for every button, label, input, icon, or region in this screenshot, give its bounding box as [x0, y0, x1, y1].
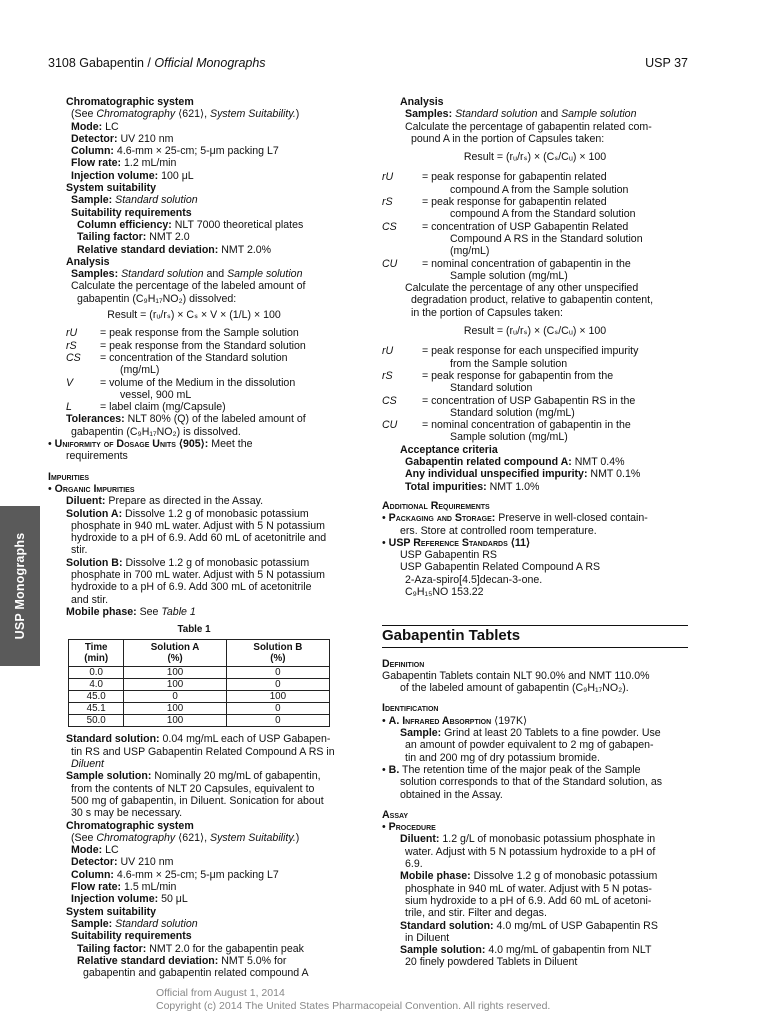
text: Calculate the percentage of any other unspecified	[405, 282, 639, 295]
definition	[100, 377, 340, 402]
symbol: CU	[382, 257, 398, 270]
label: Packaging and Storage:	[388, 512, 496, 525]
text: and	[537, 108, 562, 121]
text: Standard solution	[450, 382, 533, 395]
value: 0.04 mg/mL each of USP Gabapen-	[162, 733, 331, 746]
text: (See	[71, 831, 97, 844]
value: Dissolve 1.2 g of monobasic potassium	[125, 556, 310, 569]
equation: Result = (rᵤ/rₛ) × (Cₛ/Cᵤ) × 100	[463, 151, 607, 164]
detector-line	[48, 133, 340, 145]
equation: Result = (rᵤ/rₛ) × Cₛ × V × (1/L) × 100	[107, 309, 281, 322]
page-footer	[156, 987, 550, 1012]
value: Standard solution	[115, 917, 198, 930]
table-cell: 0	[226, 679, 329, 691]
symbol: rU	[382, 345, 394, 358]
definition-row	[382, 345, 688, 370]
table-cell: 45.1	[69, 703, 124, 715]
symbol: CS	[66, 351, 81, 364]
header-title: Gabapentin	[79, 56, 144, 70]
text: C₉H₁₅NO 153.22	[405, 585, 484, 598]
diluent-line	[382, 833, 688, 845]
text: requirements	[66, 450, 128, 463]
text: (See	[71, 108, 97, 121]
text: Chromatography	[96, 831, 176, 844]
text: ers. Store at controlled room temperature.	[400, 524, 597, 537]
side-tab	[0, 506, 40, 666]
label: Sample:	[400, 727, 442, 740]
text: USP Gabapentin RS	[400, 549, 497, 562]
definition-row	[66, 352, 340, 377]
table-cell: 100	[226, 691, 329, 703]
label: Any individual unspecified impurity:	[405, 468, 588, 481]
value: Standard solution	[121, 268, 204, 281]
definition	[422, 196, 688, 221]
procedure-line: • Procedure	[382, 821, 436, 834]
label: Flow rate:	[71, 157, 122, 170]
symbol: rU	[382, 171, 394, 184]
text: and stir.	[71, 593, 109, 606]
text: (mg/mL)	[450, 245, 490, 258]
reference-standards-line: • USP Reference Standards ⟨11⟩	[382, 536, 531, 549]
value: NMT 5.0% for	[221, 954, 287, 967]
text: = concentration of USP Gabapentin RS in the	[422, 394, 636, 407]
tolerances-line	[48, 413, 340, 425]
value: Standard solution	[455, 108, 538, 121]
header-edition: USP 37	[645, 56, 688, 70]
text: = peak response for each unspecified impurity	[422, 345, 639, 358]
mode-line	[48, 121, 340, 133]
text: System Suitability.	[210, 831, 296, 844]
value: NLT 80% (Q) of the labeled amount of	[127, 413, 306, 426]
label: Total impurities:	[405, 480, 487, 493]
flow-line	[48, 881, 340, 893]
value: Nominally 20 mg/mL of gabapentin,	[154, 770, 321, 783]
acceptance-line	[382, 481, 688, 493]
column-efficiency-line	[48, 219, 340, 231]
value: UV 210 nm	[120, 132, 174, 145]
value: NMT 1.0%	[489, 480, 540, 493]
label: Tailing factor:	[77, 231, 147, 244]
value: NMT 0.4%	[574, 456, 625, 469]
text: stir.	[71, 544, 88, 557]
identification-a-line: • A. Infrared Absorption ⟨197K⟩	[382, 714, 528, 727]
standard-solution-line	[382, 920, 688, 932]
injection-line	[48, 170, 340, 182]
label: A. Infrared Absorption	[388, 714, 492, 727]
value: 4.6-mm × 25-cm; 5-μm packing L7	[116, 145, 279, 158]
section-heading: Assay	[382, 808, 409, 821]
definition-row	[382, 258, 688, 283]
table-cell: 50.0	[69, 715, 124, 727]
label: Standard solution:	[400, 919, 494, 932]
label: Sample solution:	[400, 944, 486, 957]
table-cell: 100	[124, 715, 226, 727]
table-header-cell: Solution B (%)	[226, 640, 329, 667]
value: LC	[105, 120, 119, 133]
table-cell: 0.0	[69, 667, 124, 679]
table-cell: 100	[124, 703, 226, 715]
subheading: Suitability requirements	[71, 206, 192, 219]
table-cell: 0	[226, 703, 329, 715]
text: phosphate in 700 mL water. Adjust with 5 N potassium	[71, 568, 326, 581]
definition: = peak response from the Sample solution	[100, 327, 299, 340]
definition-row	[66, 401, 340, 413]
section-heading: System suitability	[66, 182, 157, 195]
value: 1.5 mL/min	[123, 881, 177, 894]
text: hydroxide to a pH of 6.9. Add 60 mL of acetonitrile and	[71, 532, 327, 545]
label: Relative standard deviation:	[77, 954, 219, 967]
tailing-line	[48, 231, 340, 243]
value: 1.2 g/L of monobasic potassium phosphate in	[442, 833, 656, 846]
definition-row	[382, 370, 688, 395]
sample-line	[382, 727, 688, 739]
monograph-title: Gabapentin Tablets	[382, 625, 688, 647]
symbol: CS	[382, 394, 397, 407]
table-row	[69, 679, 330, 691]
text: = concentration of USP Gabapentin Related	[422, 220, 629, 233]
text: Calculate the percentage of gabapentin related com-	[405, 120, 652, 133]
sample-line	[48, 194, 340, 206]
text: = peak response for gabapentin from the	[422, 369, 614, 382]
rsd-line	[48, 955, 340, 967]
value: Dissolve 1.2 g of monobasic potassium	[473, 870, 658, 883]
solution-a-line	[48, 508, 340, 520]
definition	[422, 345, 688, 370]
text: = nominal concentration of gabapentin in the	[422, 257, 631, 270]
text: Sample solution (mg/mL)	[450, 269, 568, 282]
definition-row	[382, 395, 688, 420]
label: Procedure	[388, 821, 436, 834]
text: 20 finely powdered Tablets in Diluent	[405, 956, 578, 969]
label: Diluent:	[66, 495, 106, 508]
text: tin RS and USP Gabapentin Related Compound A RS in	[71, 745, 335, 758]
definition	[100, 352, 340, 377]
sample-solution-line	[48, 770, 340, 782]
definition	[422, 171, 688, 196]
section-heading: Definition	[382, 657, 425, 670]
text: Compound A RS in the Standard solution	[450, 232, 643, 245]
value: 1.2 mL/min	[123, 157, 177, 170]
symbol: rS	[382, 196, 393, 209]
chrom-see	[48, 108, 340, 120]
text: of the labeled amount of gabapentin (C₉H₁₇NO₂).	[400, 682, 629, 695]
text: ⟨621⟩,	[175, 831, 211, 844]
bullet: •	[48, 438, 52, 451]
label: Relative standard deviation:	[77, 243, 219, 256]
label: Samples:	[405, 108, 453, 121]
definition-row	[382, 221, 688, 258]
text: in Diluent	[405, 931, 450, 944]
packaging-line: • Packaging and Storage: Preserve in well-closed contain-	[382, 512, 648, 525]
text: (mg/mL)	[120, 364, 160, 377]
text: gabapentin (C₉H₁₇NO₂) is dissolved.	[71, 425, 241, 438]
table-body	[69, 667, 330, 727]
definition-row	[66, 377, 340, 402]
definition	[422, 419, 688, 444]
value: Grind at least 20 Tablets to a fine powder. Use	[444, 727, 661, 740]
table-cell: 0	[124, 691, 226, 703]
text: = concentration of the Standard solution	[100, 351, 288, 364]
flow-line	[48, 157, 340, 169]
header-left	[48, 56, 266, 70]
samples-line	[48, 268, 340, 280]
acceptance-line	[382, 456, 688, 468]
table-row	[69, 715, 330, 727]
organic-impurities-line: • Organic Impurities	[48, 482, 135, 495]
symbol: rU	[66, 327, 78, 340]
left-column	[48, 96, 340, 979]
value: NLT 7000 theoretical plates	[174, 218, 304, 231]
text: phosphate in 940 mL water. Adjust with 5 N potassium	[71, 519, 326, 532]
definition: = label claim (mg/Capsule)	[100, 401, 226, 414]
value: 4.0 mg/mL of gabapentin from NLT	[488, 944, 652, 957]
text: hydroxide to a pH of 6.9. Add 300 mL of acetonitrile	[71, 581, 312, 594]
definition-row	[66, 340, 340, 352]
text: Calculate the percentage of the labeled amount of	[71, 280, 306, 293]
definition-row	[382, 171, 688, 196]
tailing-line	[48, 943, 340, 955]
diluent-line	[48, 495, 340, 507]
text: 500 mg of gabapentin, in Diluent. Sonication for about	[71, 794, 324, 807]
footer-official-date: Official from August 1, 2014	[156, 987, 285, 999]
rsd-line	[48, 244, 340, 256]
value: NMT 2.0 for the gabapentin peak	[149, 942, 304, 955]
mobile-phase-line	[382, 870, 688, 882]
value: Standard solution	[115, 194, 198, 207]
value: See	[139, 605, 159, 618]
label: Solution A:	[66, 507, 123, 520]
text: Diluent	[71, 758, 104, 771]
text: System Suitability.	[210, 108, 296, 121]
table-row	[69, 691, 330, 703]
text: tin and 200 mg of dry potassium bromide.	[405, 751, 600, 764]
text: and	[203, 268, 228, 281]
samples-line	[382, 108, 688, 120]
table-cell: 100	[124, 679, 226, 691]
label: Samples:	[71, 268, 119, 281]
text: )	[295, 831, 300, 844]
label: Injection volume:	[71, 893, 159, 906]
symbol: rS	[66, 339, 77, 352]
label: Sample:	[71, 194, 113, 207]
label: Organic Impurities	[54, 482, 135, 495]
table-cell: 45.0	[69, 691, 124, 703]
value: ⟨197K⟩	[494, 714, 528, 727]
text: Gabapentin Tablets contain NLT 90.0% and NMT 110.0%	[382, 669, 650, 682]
table-row	[69, 703, 330, 715]
table-cell: 0	[226, 667, 329, 679]
text: Standard solution (mg/mL)	[450, 406, 575, 419]
label: Diluent:	[400, 833, 440, 846]
value: 4.0 mg/mL of USP Gabapentin RS	[496, 919, 658, 932]
table-header-cell: Time (min)	[69, 640, 124, 667]
solution-b-line	[48, 557, 340, 569]
symbol: rS	[382, 369, 393, 382]
value: Table 1	[161, 605, 196, 618]
text: vessel, 900 mL	[120, 388, 192, 401]
text: compound A from the Sample solution	[450, 183, 629, 196]
section-heading: Additional Requirements	[382, 499, 490, 512]
section-heading: Acceptance criteria	[400, 443, 498, 456]
identification-b-line: • B. The retention time of the major peak of the Sample	[382, 763, 641, 776]
text: = volume of the Medium in the dissolution	[100, 376, 296, 389]
text: = peak response for gabapentin related	[422, 171, 607, 184]
label: B.	[388, 763, 400, 776]
symbol: CS	[382, 220, 397, 233]
page-header	[48, 56, 688, 72]
label: Uniformity of Dosage Units	[54, 438, 176, 451]
table-header-row	[69, 640, 330, 667]
gradient-table	[68, 639, 330, 727]
label: Sample solution:	[66, 770, 152, 783]
table-cell: 0	[226, 715, 329, 727]
text: = nominal concentration of gabapentin in the	[422, 419, 631, 432]
definition-row	[382, 196, 688, 221]
definition-row	[382, 419, 688, 444]
label: Mode:	[71, 120, 103, 133]
value: Dissolve 1.2 g of monobasic potassium	[125, 507, 309, 520]
text: )	[295, 108, 300, 121]
text: gabapentin and gabapentin related compound A	[83, 967, 309, 980]
definition	[422, 258, 688, 283]
acceptance-line	[382, 468, 688, 480]
label: Mobile phase:	[66, 605, 137, 618]
text: in the portion of Capsules taken:	[411, 306, 563, 319]
label: Mobile phase:	[400, 870, 471, 883]
value: Sample solution	[561, 108, 637, 121]
value: NMT 2.0	[149, 231, 190, 244]
text: 6.9.	[405, 858, 423, 871]
text: 30 s may be necessary.	[71, 807, 183, 820]
section-heading: Identification	[382, 702, 439, 715]
value: UV 210 nm	[120, 856, 174, 869]
label: USP Reference Standards	[388, 536, 508, 549]
label: Tolerances:	[66, 413, 125, 426]
section-heading: Chromatographic system	[66, 96, 194, 108]
text: obtained in the Assay.	[400, 788, 503, 801]
value: The retention time of the major peak of the Sample	[402, 763, 641, 776]
text: sium hydroxide to a pH of 6.9. Add 60 mL of acetoni-	[405, 894, 652, 907]
section-heading: System suitability	[66, 905, 157, 918]
section-heading: Chromatographic system	[66, 819, 194, 832]
value: Preserve in well-closed contain-	[498, 512, 648, 525]
text: 2-Aza-spiro[4.5]decan-3-one.	[405, 573, 543, 586]
text: = peak response for gabapentin related	[422, 196, 607, 209]
value: 50 μL	[161, 893, 188, 906]
column-line	[48, 869, 340, 881]
value: LC	[105, 844, 119, 857]
text: trile, and stir. Filter and degas.	[405, 907, 547, 920]
value: 4.6-mm × 25-cm; 5-μm packing L7	[116, 868, 279, 881]
label: Mode:	[71, 844, 103, 857]
section-heading: Impurities	[48, 470, 90, 483]
label: Tailing factor:	[77, 942, 147, 955]
text: pound A in the portion of Capsules taken:	[411, 132, 605, 145]
footer-copyright: Copyright (c) 2014 The United States Pharmacopeial Convention. All rights reserved.	[156, 999, 551, 1012]
label: Flow rate:	[71, 881, 122, 894]
text: solution corresponds to that of the Standard solution, as	[400, 776, 663, 789]
header-separator: /	[147, 56, 151, 70]
text: Sample solution (mg/mL)	[450, 431, 568, 444]
table-cell: 100	[124, 667, 226, 679]
label: Sample:	[71, 917, 113, 930]
symbol: CU	[382, 419, 398, 432]
section-heading: Analysis	[400, 96, 444, 108]
table-cell: 4.0	[69, 679, 124, 691]
right-column	[382, 96, 688, 969]
text: USP Gabapentin Related Compound A RS	[400, 561, 601, 574]
text: gabapentin (C₉H₁₇NO₂) dissolved:	[77, 292, 237, 305]
section-heading: Analysis	[66, 255, 110, 268]
sample-line	[48, 918, 340, 930]
injection-line	[48, 893, 340, 905]
equation: Result = (rᵤ/rₛ) × (Cₛ/Cᵤ) × 100	[463, 325, 607, 338]
mode-line	[48, 844, 340, 856]
text: ⟨621⟩,	[175, 108, 211, 121]
label: Detector:	[71, 856, 118, 869]
symbol: L	[66, 401, 72, 414]
label: Column efficiency:	[77, 218, 172, 231]
table-header-cell: Solution A (%)	[124, 640, 226, 667]
label: Standard solution:	[66, 733, 160, 746]
text: an amount of powder equivalent to 2 mg of gabapen-	[405, 739, 654, 752]
detector-line	[48, 856, 340, 868]
column-line	[48, 145, 340, 157]
text: from the Sample solution	[450, 357, 568, 370]
text: compound A from the Standard solution	[450, 208, 636, 221]
value: 100 μL	[161, 169, 194, 182]
subheading: Suitability requirements	[71, 930, 192, 943]
header-publication: Official Monographs	[154, 56, 266, 70]
text: water. Adjust with 5 N potassium hydroxide to a pH of	[405, 845, 656, 858]
standard-solution-line	[48, 733, 340, 745]
text: phosphate in 940 mL of water. Adjust with 5 N potas-	[405, 882, 652, 895]
value: NMT 0.1%	[590, 468, 641, 481]
uniformity-line	[48, 438, 340, 450]
definition	[422, 395, 688, 420]
table-row	[69, 667, 330, 679]
label: Column:	[71, 145, 114, 158]
value: Sample solution	[227, 268, 303, 281]
label: Injection volume:	[71, 169, 159, 182]
label: Solution B:	[66, 556, 123, 569]
text: Chromatography	[96, 108, 176, 121]
definition: = peak response from the Standard solution	[100, 339, 306, 352]
value: NMT 2.0%	[221, 243, 272, 256]
side-tab-label: USP Monographs	[13, 532, 27, 640]
table-title: Table 1	[177, 624, 211, 636]
label: ⟨11⟩	[510, 536, 531, 549]
text: degradation product, relative to gabapentin content,	[411, 294, 654, 307]
page-number: 3108	[48, 56, 76, 70]
definition	[422, 370, 688, 395]
sample-solution-line	[382, 944, 688, 956]
value: Meet the	[211, 438, 253, 451]
mobile-phase-line	[48, 606, 340, 618]
label: Column:	[71, 868, 114, 881]
definition	[422, 221, 688, 258]
label: Detector:	[71, 132, 118, 145]
value: Prepare as directed in the Assay.	[108, 495, 264, 508]
symbol: V	[66, 376, 74, 389]
chrom-see	[48, 832, 340, 844]
label: Gabapentin related compound A:	[405, 456, 572, 469]
definition-row	[66, 327, 340, 339]
label: ⟨905⟩:	[178, 438, 209, 451]
text: from the contents of NLT 20 Capsules, equivalent to	[71, 782, 315, 795]
